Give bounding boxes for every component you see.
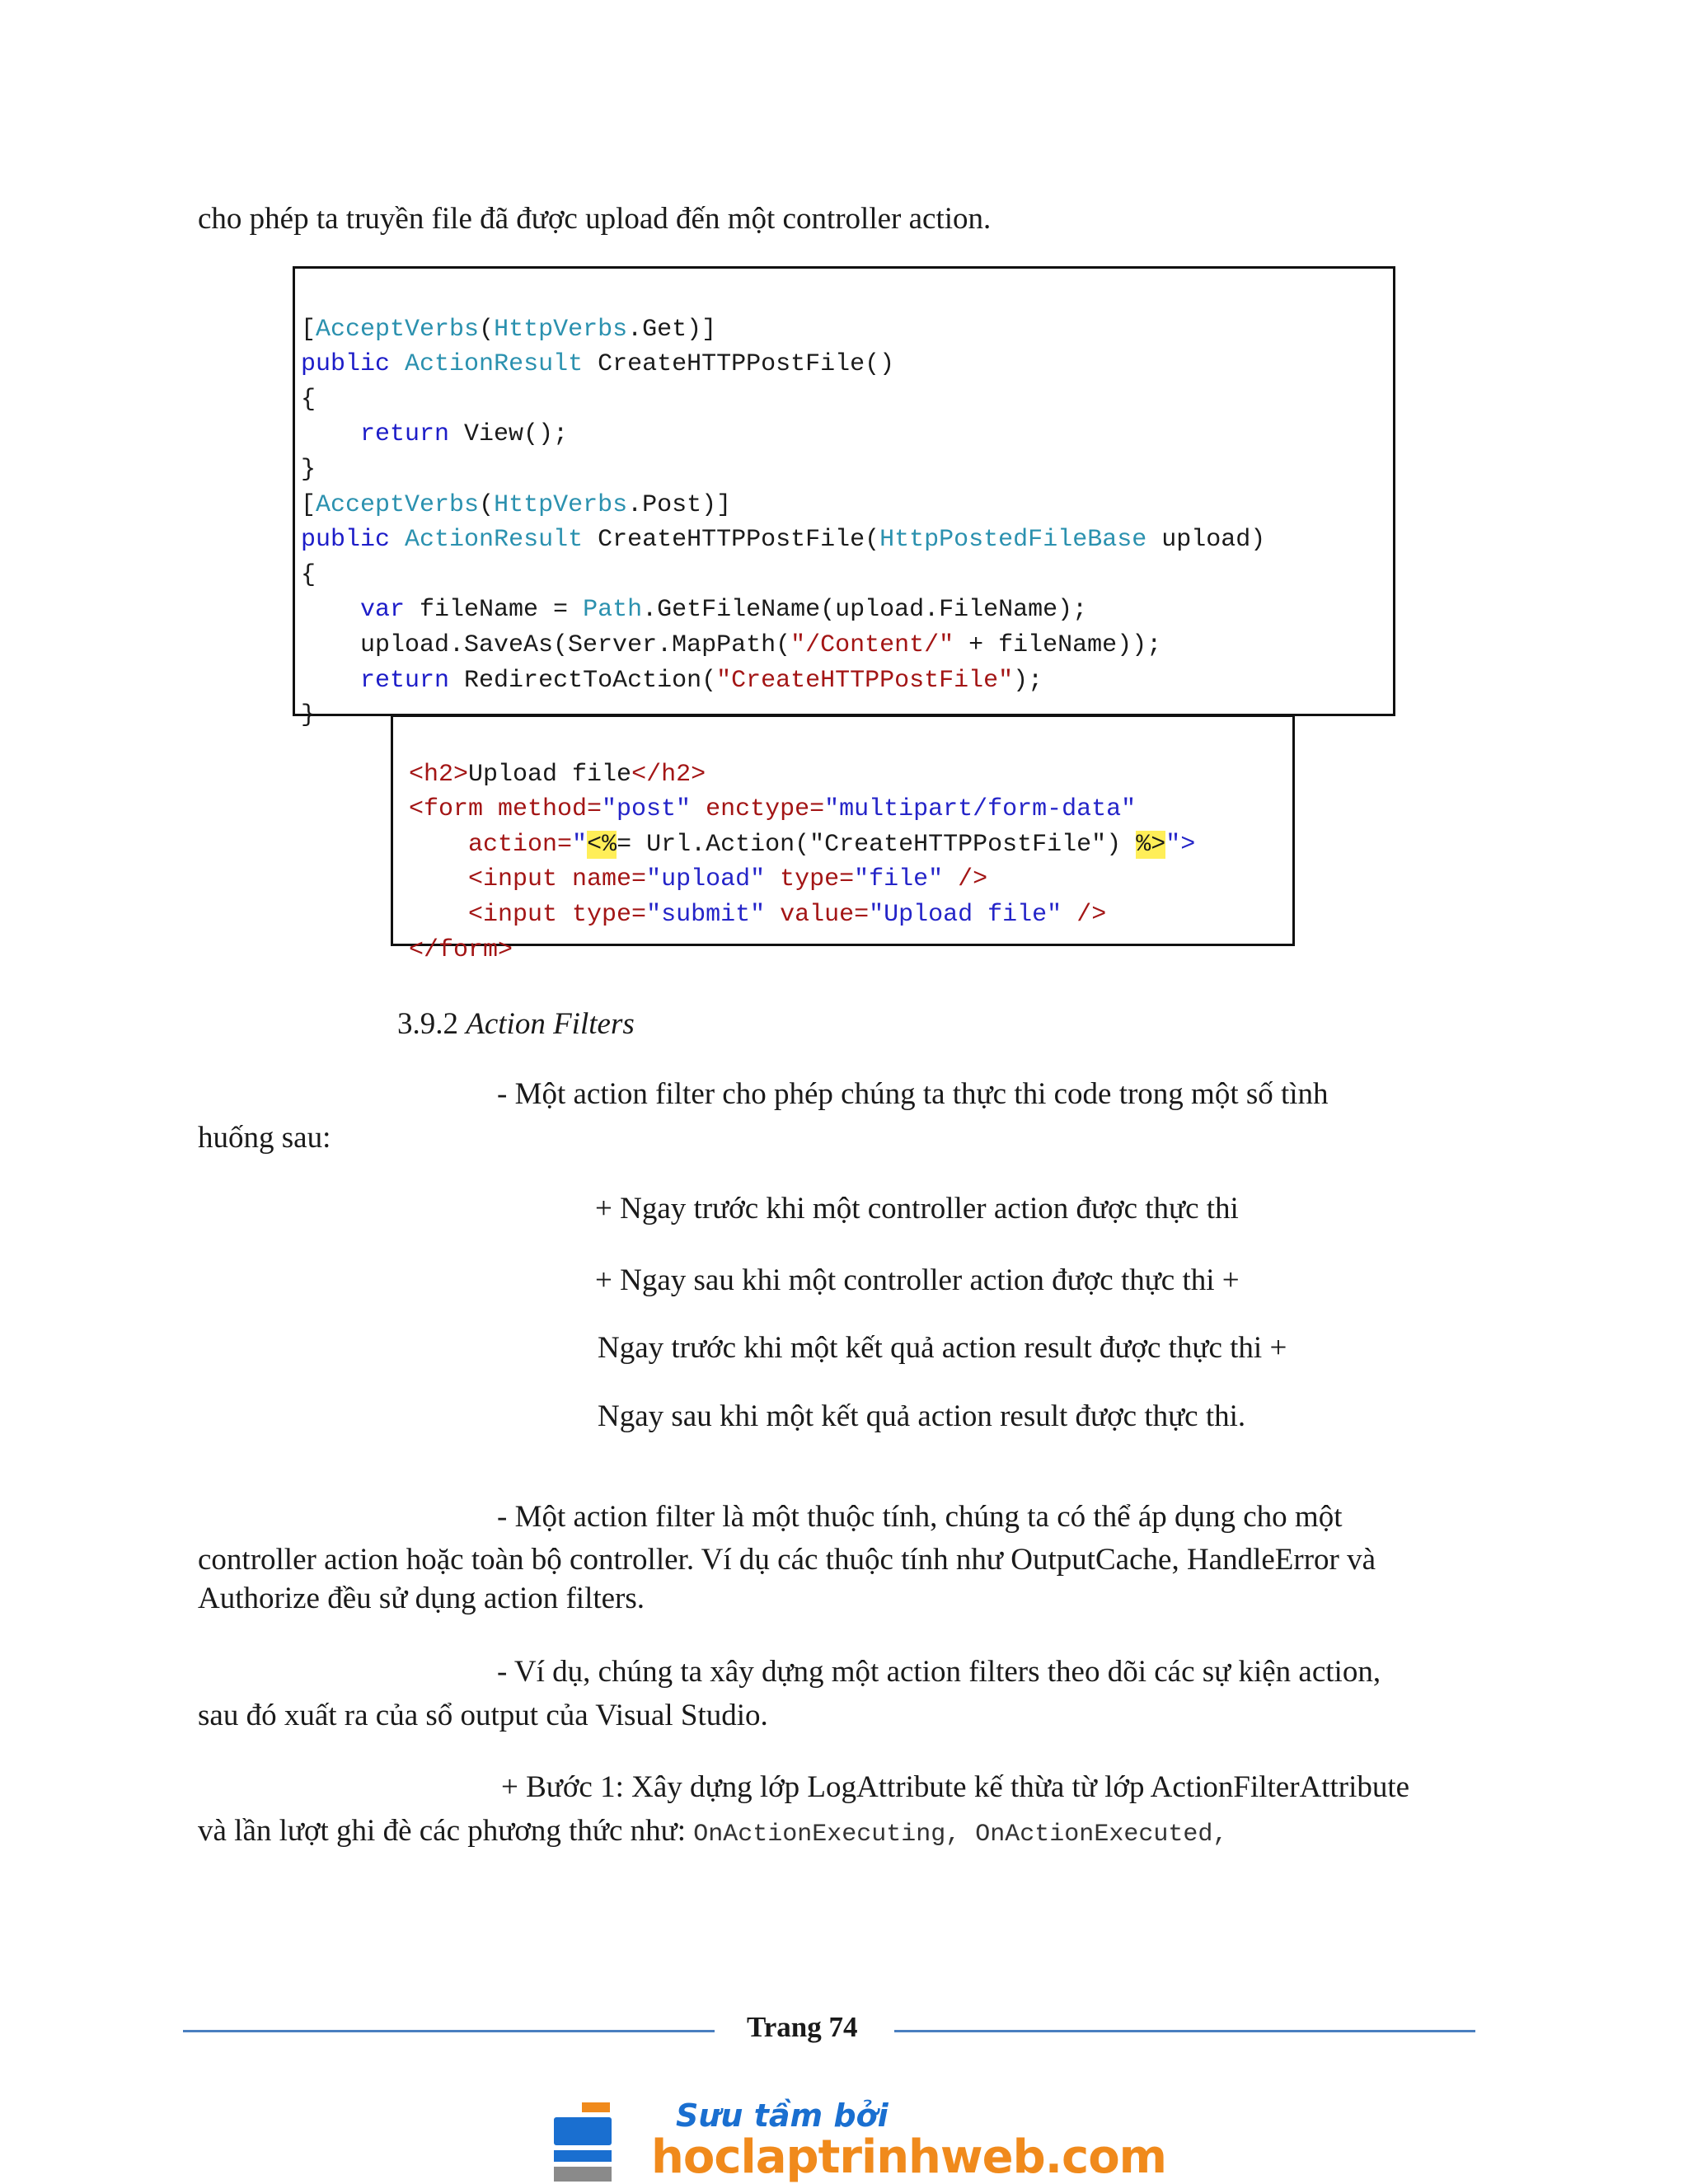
p4-line2-text: và lần lượt ghi đè các phương thức như:: [198, 1814, 694, 1848]
code-line: <form method="post" enctype="multipart/form-data": [409, 795, 1137, 824]
p4-line2-code: OnActionExecuting, OnActionExecuted,: [693, 1821, 1228, 1849]
list-item: Ngay sau khi một kết quả action result được thực thi.: [598, 1399, 1246, 1433]
code-line: }: [301, 701, 316, 730]
list-item: Ngay trước khi một kết quả action result được thực thi +: [598, 1331, 1287, 1365]
list-item: + Ngay sau khi một controller action được thực thi +: [595, 1263, 1240, 1297]
p3-line1: - Ví dụ, chúng ta xây dựng một action filters theo dõi các sự kiện action,: [497, 1655, 1381, 1689]
code-line: upload.SaveAs(Server.MapPath("/Content/" + fileName));: [301, 630, 1162, 659]
list-item: + Ngay trước khi một controller action được thực thi: [595, 1192, 1239, 1226]
logo-site: hoclaptrinhweb.com: [651, 2130, 1167, 2184]
code-line: return View();: [360, 420, 569, 449]
p4-line1: + Bước 1: Xây dựng lớp LogAttribute kế thừa từ lớp ActionFilterAttribute: [501, 1770, 1410, 1804]
footer-rule-left: [183, 2030, 715, 2032]
page-number: Trang 74: [747, 2011, 858, 2043]
code-line: return RedirectToAction("CreateHTTPPostFile");: [360, 666, 1043, 695]
p2-line3: Authorize đều sử dụng action filters.: [198, 1582, 645, 1615]
p1-line2: huống sau:: [198, 1121, 331, 1155]
site-logo: [552, 2097, 1167, 2184]
p1-line1: - Một action filter cho phép chúng ta thực thi code trong một số tình: [497, 1077, 1329, 1111]
code-line: }: [301, 455, 316, 484]
intro-line: cho phép ta truyền file đã được upload đến một controller action.: [198, 202, 992, 236]
code-line: [AcceptVerbs(HttpVerbs.Get)]: [301, 315, 717, 344]
p4-line2: [198, 1810, 1227, 1856]
code-line: public ActionResult CreateHTTPPostFile(): [301, 350, 895, 379]
code-block-controller: [293, 266, 1395, 730]
code-line: action="<%= Url.Action("CreateHTTPPostFile") %>">: [409, 830, 1196, 859]
code-line: [AcceptVerbs(HttpVerbs.Post)]: [301, 490, 732, 519]
footer-rule-right: [894, 2030, 1475, 2032]
code-line: <input name="upload" type="file" />: [468, 865, 988, 894]
code-line: {: [301, 560, 316, 589]
code-line: public ActionResult CreateHTTPPostFile(HttpPostedFileBase upload): [301, 526, 1266, 555]
code-line: var fileName = Path.GetFileName(upload.FileName);: [360, 596, 1088, 625]
code-line: <input type="submit" value="Upload file" />: [468, 900, 1107, 929]
section-heading: [397, 1003, 635, 1046]
logo-tagline: Sưu tầm bởi: [676, 2097, 889, 2134]
logo-icon: [552, 2101, 628, 2183]
code-line: <h2>Upload file</h2>: [409, 760, 706, 789]
code-line: {: [301, 385, 316, 414]
section-number: 3.9.2: [397, 1007, 458, 1041]
p2-line1: - Một action filter là một thuộc tính, chúng ta có thể áp dụng cho một: [497, 1500, 1343, 1534]
p3-line2: sau đó xuất ra của sổ output của Visual Studio.: [198, 1699, 768, 1732]
p2-line2: controller action hoặc toàn bộ controller. Ví dụ các thuộc tính như OutputCache, HandleError và: [198, 1543, 1376, 1577]
code-line: </form>: [409, 935, 513, 964]
code-block-view: [391, 715, 1295, 964]
section-title: Action Filters: [466, 1007, 635, 1041]
